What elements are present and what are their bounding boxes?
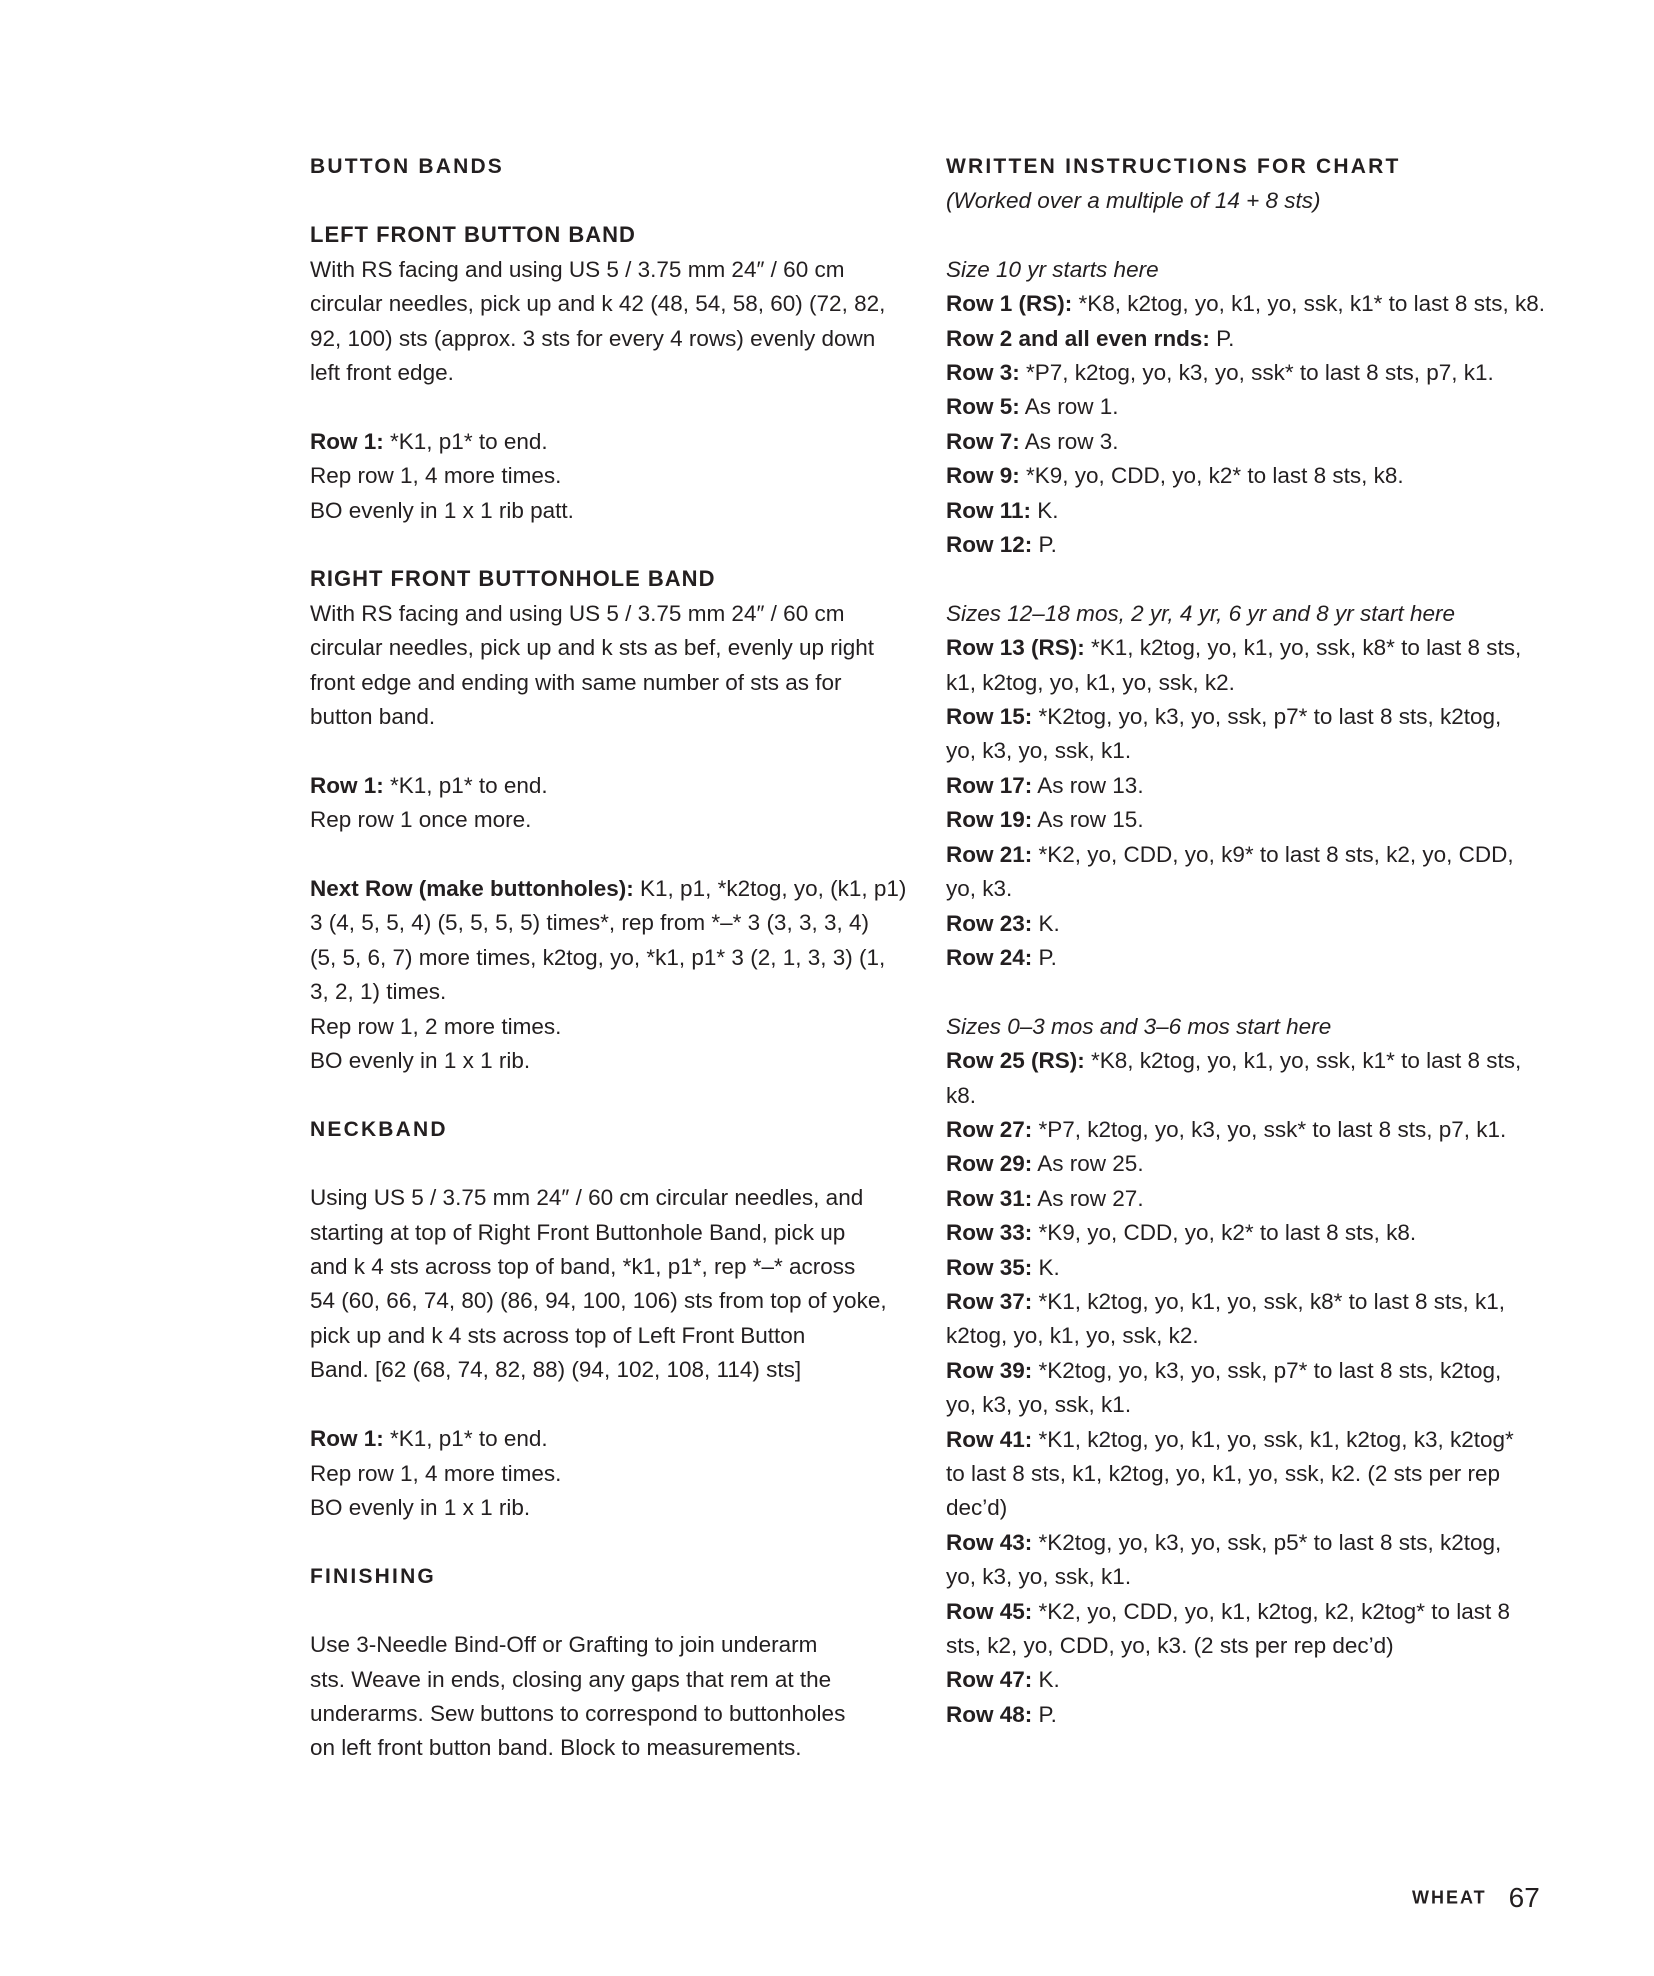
text-line: (5, 5, 6, 7) more times, k2tog, yo, *k1, p1* 3 (2, 1, 3, 3) (1, bbox=[310, 944, 886, 970]
chart-row bbox=[946, 803, 1556, 837]
row-text: *K1, k2tog, yo, k1, yo, ssk, k8* to last 8 sts, k1, bbox=[1032, 1288, 1505, 1314]
chart-row bbox=[946, 907, 1556, 941]
row-label: Row 41: bbox=[946, 1426, 1033, 1452]
right-column bbox=[946, 150, 1556, 1732]
text-line: starting at top of Right Front Buttonhole Band, pick up bbox=[310, 1219, 846, 1245]
chart-row bbox=[946, 1526, 1556, 1560]
row-text: *K8, k2tog, yo, k1, yo, ssk, k1* to last 8 sts, bbox=[1084, 1048, 1522, 1074]
text-line: 3, 2, 1) times. bbox=[310, 979, 447, 1005]
chart-instructions-heading: WRITTEN INSTRUCTIONS FOR CHART bbox=[946, 155, 1401, 178]
text-line: button band. bbox=[310, 704, 436, 730]
text-line: circular needles, pick up and k sts as bef, evenly up right bbox=[310, 635, 875, 661]
row-text: *K2tog, yo, k3, yo, ssk, p5* to last 8 sts, k2tog, bbox=[1032, 1529, 1502, 1555]
row-label: Row 1: bbox=[310, 428, 384, 454]
row-text: *K2, yo, CDD, yo, k9* to last 8 sts, k2, yo, CDD, bbox=[1032, 841, 1514, 867]
chart-row-continuation: yo, k3, yo, ssk, k1. bbox=[946, 1564, 1132, 1590]
row-text: K. bbox=[1031, 497, 1059, 523]
left-front-repeat: Rep row 1, 4 more times. bbox=[310, 463, 562, 489]
left-front-row1 bbox=[310, 425, 910, 459]
row-text: P. bbox=[1032, 944, 1057, 970]
row-label: Row 24: bbox=[946, 944, 1033, 970]
row-label: Row 13 (RS): bbox=[946, 635, 1085, 661]
text-line: Band. [62 (68, 74, 82, 88) (94, 102, 108, 114) sts] bbox=[310, 1357, 802, 1383]
chart-row bbox=[946, 390, 1556, 424]
size-group-title: Sizes 12–18 mos, 2 yr, 4 yr, 6 yr and 8 yr start here bbox=[946, 600, 1455, 626]
row-text: *K9, yo, CDD, yo, k2* to last 8 sts, k8. bbox=[1032, 1220, 1417, 1246]
chart-row bbox=[946, 1285, 1556, 1319]
row-text: As row 1. bbox=[1019, 394, 1119, 420]
row-label: Row 17: bbox=[946, 772, 1033, 798]
text-line: With RS facing and using US 5 / 3.75 mm 24″ / 60 cm bbox=[310, 600, 845, 626]
chart-row bbox=[946, 356, 1556, 390]
size-group-title: Sizes 0–3 mos and 3–6 mos start here bbox=[946, 1013, 1332, 1039]
finishing-section bbox=[310, 1560, 910, 1766]
row-label: Next Row (make buttonholes): bbox=[310, 876, 634, 902]
neckband-row1 bbox=[310, 1422, 910, 1456]
neckband-paragraph bbox=[310, 1181, 910, 1387]
button-bands-heading: BUTTON BANDS bbox=[310, 155, 505, 178]
left-front-button-band-subheading: LEFT FRONT BUTTON BAND bbox=[310, 222, 636, 248]
page-footer bbox=[1412, 1882, 1540, 1914]
row-label: Row 45: bbox=[946, 1598, 1033, 1624]
text-line: pick up and k 4 sts across top of Left Front Button bbox=[310, 1322, 806, 1348]
text-line: circular needles, pick up and k 42 (48, 54, 58, 60) (72, 82, bbox=[310, 291, 886, 317]
row-text: As row 27. bbox=[1032, 1185, 1144, 1211]
row-text: *P7, k2tog, yo, k3, yo, ssk* to last 8 sts, p7, k1. bbox=[1019, 360, 1494, 386]
right-front-repeat-once: Rep row 1 once more. bbox=[310, 807, 532, 833]
chart-row bbox=[946, 769, 1556, 803]
chart-row bbox=[946, 631, 1556, 665]
chart-row-continuation: k8. bbox=[946, 1082, 977, 1108]
finishing-paragraph bbox=[310, 1628, 910, 1766]
chart-row-continuation: yo, k3, yo, ssk, k1. bbox=[946, 1392, 1132, 1418]
row-text: P. bbox=[1032, 1701, 1057, 1727]
text-line: With RS facing and using US 5 / 3.75 mm 24″ / 60 cm bbox=[310, 256, 845, 282]
text-line: and k 4 sts across top of band, *k1, p1*, rep *–* across bbox=[310, 1254, 856, 1280]
row-text: P. bbox=[1209, 325, 1235, 351]
row-text: *K8, k2tog, yo, k1, yo, ssk, k1* to last 8 sts, k8. bbox=[1072, 291, 1545, 317]
chart-row bbox=[946, 1354, 1556, 1388]
text-line: front edge and ending with same number of sts as for bbox=[310, 669, 842, 695]
row-label: Row 23: bbox=[946, 910, 1033, 936]
chart-row-continuation: dec’d) bbox=[946, 1495, 1008, 1521]
neckband-bind-off: BO evenly in 1 x 1 rib. bbox=[310, 1494, 531, 1520]
row-label: Row 7: bbox=[946, 428, 1020, 454]
chart-row bbox=[946, 838, 1556, 872]
row-text: As row 13. bbox=[1032, 772, 1144, 798]
row-label: Row 9: bbox=[946, 463, 1020, 489]
right-front-paragraph bbox=[310, 597, 910, 735]
row-label: Row 27: bbox=[946, 1116, 1033, 1142]
row-label: Row 33: bbox=[946, 1220, 1033, 1246]
row-label: Row 25 (RS): bbox=[946, 1048, 1085, 1074]
chart-row bbox=[946, 1595, 1556, 1629]
left-front-bind-off: BO evenly in 1 x 1 rib patt. bbox=[310, 497, 574, 523]
neckband-repeat: Rep row 1, 4 more times. bbox=[310, 1460, 562, 1486]
row-text: K. bbox=[1032, 1254, 1060, 1280]
chart-row-continuation: k1, k2tog, yo, k1, yo, ssk, k2. bbox=[946, 669, 1235, 695]
page-number: 67 bbox=[1508, 1882, 1540, 1913]
chart-row bbox=[946, 494, 1556, 528]
next-row-buttonholes bbox=[310, 872, 910, 906]
row-text: *K2tog, yo, k3, yo, ssk, p7* to last 8 sts, k2tog, bbox=[1032, 704, 1502, 730]
right-front-repeat: Rep row 1, 2 more times. bbox=[310, 1013, 562, 1039]
row-text: *K1, k2tog, yo, k1, yo, ssk, k8* to last 8 sts, bbox=[1084, 635, 1522, 661]
chart-row bbox=[946, 425, 1556, 459]
text-line: Using US 5 / 3.75 mm 24″ / 60 cm circular needles, and bbox=[310, 1185, 864, 1211]
chart-row bbox=[946, 322, 1556, 356]
left-column bbox=[310, 150, 910, 1766]
text-line: 3 (4, 5, 5, 4) (5, 5, 5, 5) times*, rep from *–* 3 (3, 3, 3, 4) bbox=[310, 910, 869, 936]
row-text: *P7, k2tog, yo, k3, yo, ssk* to last 8 sts, p7, k1. bbox=[1032, 1116, 1507, 1142]
text-line: left front edge. bbox=[310, 360, 454, 386]
chart-row bbox=[946, 459, 1556, 493]
row-label: Row 1: bbox=[310, 772, 384, 798]
chart-row-continuation: to last 8 sts, k1, k2tog, yo, k1, yo, ssk, k2. (2 sts per rep bbox=[946, 1460, 1500, 1486]
row-label: Row 39: bbox=[946, 1357, 1033, 1383]
text-line: on left front button band. Block to measurements. bbox=[310, 1735, 802, 1761]
neckband-heading: NECKBAND bbox=[310, 1117, 448, 1141]
right-front-row1 bbox=[310, 769, 910, 803]
text-line: 54 (60, 66, 74, 80) (86, 94, 100, 106) sts from top of yoke, bbox=[310, 1288, 887, 1314]
row-text: K. bbox=[1032, 910, 1060, 936]
chart-row-groups bbox=[946, 218, 1556, 1732]
row-text: As row 3. bbox=[1019, 428, 1119, 454]
chart-row bbox=[946, 287, 1556, 321]
row-label: Row 15: bbox=[946, 704, 1033, 730]
row-label: Row 29: bbox=[946, 1151, 1033, 1177]
right-front-bind-off: BO evenly in 1 x 1 rib. bbox=[310, 1048, 531, 1074]
text-line: Use 3-Needle Bind-Off or Grafting to join underarm bbox=[310, 1632, 818, 1658]
row-text: *K2tog, yo, k3, yo, ssk, p7* to last 8 sts, k2tog, bbox=[1032, 1357, 1502, 1383]
right-front-buttonhole-band-subheading: RIGHT FRONT BUTTONHOLE BAND bbox=[310, 566, 716, 592]
row-text: P. bbox=[1032, 532, 1057, 558]
row-label: Row 19: bbox=[946, 807, 1033, 833]
row-text: *K9, yo, CDD, yo, k2* to last 8 sts, k8. bbox=[1019, 463, 1404, 489]
row-label: Row 1: bbox=[310, 1426, 384, 1452]
row-text: *K1, p1* to end. bbox=[383, 428, 548, 454]
row-label: Row 2 and all even rnds: bbox=[946, 325, 1210, 351]
chart-row-continuation: k2tog, yo, k1, yo, ssk, k2. bbox=[946, 1323, 1199, 1349]
row-label: Row 35: bbox=[946, 1254, 1033, 1280]
row-text: *K1, p1* to end. bbox=[383, 1426, 548, 1452]
row-label: Row 21: bbox=[946, 841, 1033, 867]
chart-row bbox=[946, 1182, 1556, 1216]
chart-row bbox=[946, 528, 1556, 562]
chart-row bbox=[946, 1423, 1556, 1457]
chart-row bbox=[946, 1216, 1556, 1250]
finishing-heading: FINISHING bbox=[310, 1564, 436, 1588]
row-text: K. bbox=[1032, 1667, 1060, 1693]
size-group-title: Size 10 yr starts here bbox=[946, 256, 1159, 282]
chart-row-continuation: yo, k3. bbox=[946, 876, 1013, 902]
button-bands-section bbox=[310, 150, 910, 1078]
chart-row bbox=[946, 1147, 1556, 1181]
text-line: underarms. Sew buttons to correspond to buttonholes bbox=[310, 1700, 846, 1726]
row-label: Row 31: bbox=[946, 1185, 1033, 1211]
row-text: *K1, p1* to end. bbox=[383, 772, 548, 798]
chart-row bbox=[946, 700, 1556, 734]
row-text: As row 25. bbox=[1032, 1151, 1144, 1177]
chart-row bbox=[946, 1044, 1556, 1078]
row-label: Row 47: bbox=[946, 1667, 1033, 1693]
chart-row-continuation: yo, k3, yo, ssk, k1. bbox=[946, 738, 1132, 764]
chart-row bbox=[946, 1698, 1556, 1732]
chart-row bbox=[946, 1251, 1556, 1285]
chart-row bbox=[946, 1663, 1556, 1697]
chart-instructions-subtitle: (Worked over a multiple of 14 + 8 sts) bbox=[946, 188, 1321, 213]
footer-pattern-title: WHEAT bbox=[1412, 1887, 1487, 1908]
row-label: Row 3: bbox=[946, 360, 1020, 386]
chart-row bbox=[946, 1113, 1556, 1147]
row-label: Row 1 (RS): bbox=[946, 291, 1073, 317]
row-label: Row 5: bbox=[946, 394, 1020, 420]
left-front-paragraph bbox=[310, 253, 910, 391]
row-label: Row 37: bbox=[946, 1288, 1033, 1314]
row-label: Row 12: bbox=[946, 532, 1033, 558]
row-label: Row 11: bbox=[946, 497, 1032, 523]
row-text: *K1, k2tog, yo, k1, yo, ssk, k1, k2tog, k3, k2tog* bbox=[1032, 1426, 1514, 1452]
text-line: sts. Weave in ends, closing any gaps that rem at the bbox=[310, 1666, 832, 1692]
row-text: *K2, yo, CDD, yo, k1, k2tog, k2, k2tog* to last 8 bbox=[1032, 1598, 1510, 1624]
row-label: Row 48: bbox=[946, 1701, 1033, 1727]
chart-row-continuation: sts, k2, yo, CDD, yo, k3. (2 sts per rep dec’d) bbox=[946, 1633, 1394, 1659]
neckband-section bbox=[310, 1113, 910, 1525]
row-label: Row 43: bbox=[946, 1529, 1033, 1555]
row-text: K1, p1, *k2tog, yo, (k1, p1) bbox=[633, 876, 907, 902]
text-line: 92, 100) sts (approx. 3 sts for every 4 rows) evenly down bbox=[310, 325, 876, 351]
row-text: As row 15. bbox=[1032, 807, 1144, 833]
chart-row bbox=[946, 941, 1556, 975]
